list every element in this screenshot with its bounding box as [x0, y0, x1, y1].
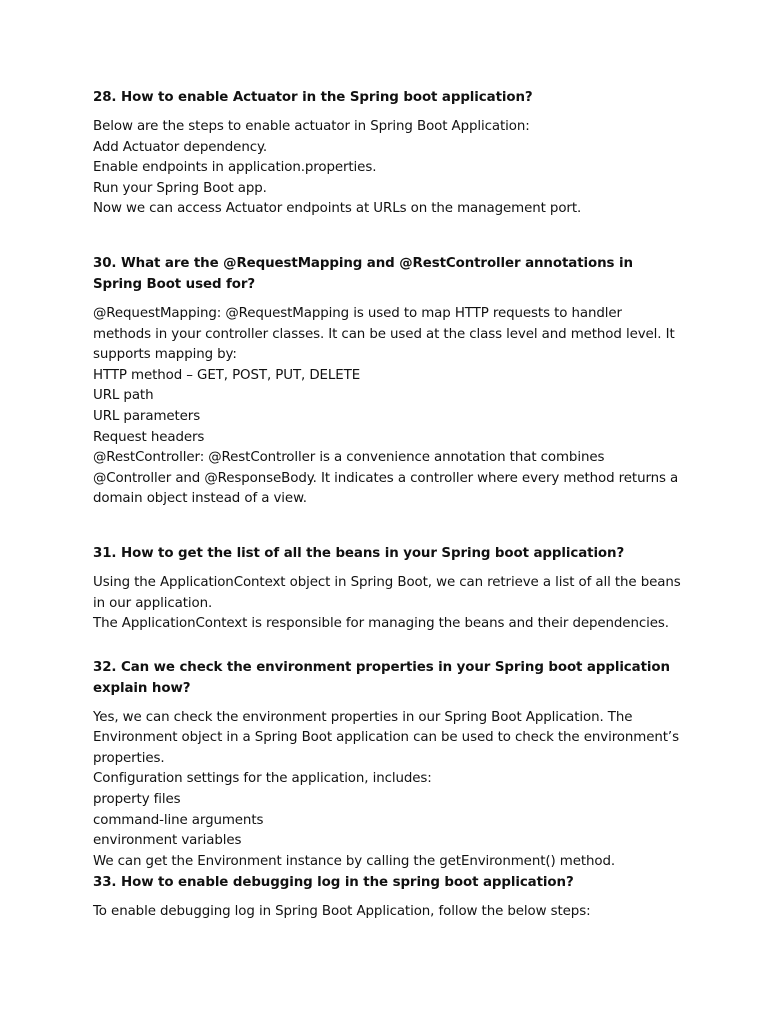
- paragraph-line: @RestController: @RestController is a convenience annotation that combines @Controller and @ResponseBody. It indicates a controller where every method returns a domain object instead of a view.: [93, 450, 679, 507]
- section-heading: 30. What are the @RequestMapping and @RestController annotations in Spring Boot used for?: [93, 255, 633, 292]
- section-33: [93, 872, 683, 923]
- section-heading: 32. Can we check the environment properties in your Spring boot application explain how?: [93, 659, 670, 696]
- paragraph-line: Yes, we can check the environment properties in our Spring Boot Application. The Environment object in a Spring Boot application can be used to check the environment’s properties.: [93, 709, 679, 766]
- section-32: [93, 657, 683, 873]
- paragraph-line: Request headers: [93, 429, 205, 445]
- paragraph-line: We can get the Environment instance by calling the getEnvironment() method.: [93, 853, 616, 869]
- paragraph-line: The ApplicationContext is responsible for managing the beans and their dependencies.: [93, 616, 669, 632]
- paragraph-line: @RequestMapping: @RequestMapping is used to map HTTP requests to handler methods in your controller classes. It can be used at the class level and method level. It supports mapping by:: [93, 305, 675, 363]
- section-28: [93, 87, 683, 220]
- section-heading: 31. How to get the list of all the beans in your Spring boot application?: [93, 545, 625, 561]
- paragraph-line: Configuration settings for the application, includes:: [93, 771, 432, 787]
- paragraph-line: Using the ApplicationContext object in Spring Boot, we can retrieve a list of all the beans in our application.: [93, 574, 681, 611]
- paragraph-line: URL path: [93, 388, 154, 404]
- paragraph-line: To enable debugging log in Spring Boot Application, follow the below steps:: [93, 904, 591, 920]
- section-heading: 28. How to enable Actuator in the Spring boot application?: [93, 90, 533, 105]
- document-page: [93, 87, 683, 923]
- section-heading: 33. How to enable debugging log in the spring boot application?: [93, 875, 574, 891]
- section-30: [93, 253, 683, 510]
- paragraph-line: Run your Spring Boot app.: [93, 180, 267, 196]
- paragraph-line: Add Actuator dependency.: [93, 139, 268, 155]
- paragraph-line: environment variables: [93, 833, 242, 849]
- paragraph-line: property files: [93, 792, 181, 808]
- section-31: [93, 543, 683, 635]
- paragraph-line: Below are the steps to enable actuator in Spring Boot Application:: [93, 119, 530, 134]
- paragraph-line: HTTP method – GET, POST, PUT, DELETE: [93, 367, 361, 383]
- paragraph-line: URL parameters: [93, 408, 201, 424]
- paragraph-line: command-line arguments: [93, 812, 264, 828]
- paragraph-line: Enable endpoints in application.properties.: [93, 160, 377, 176]
- paragraph-line: Now we can access Actuator endpoints at URLs on the management port.: [93, 201, 582, 217]
